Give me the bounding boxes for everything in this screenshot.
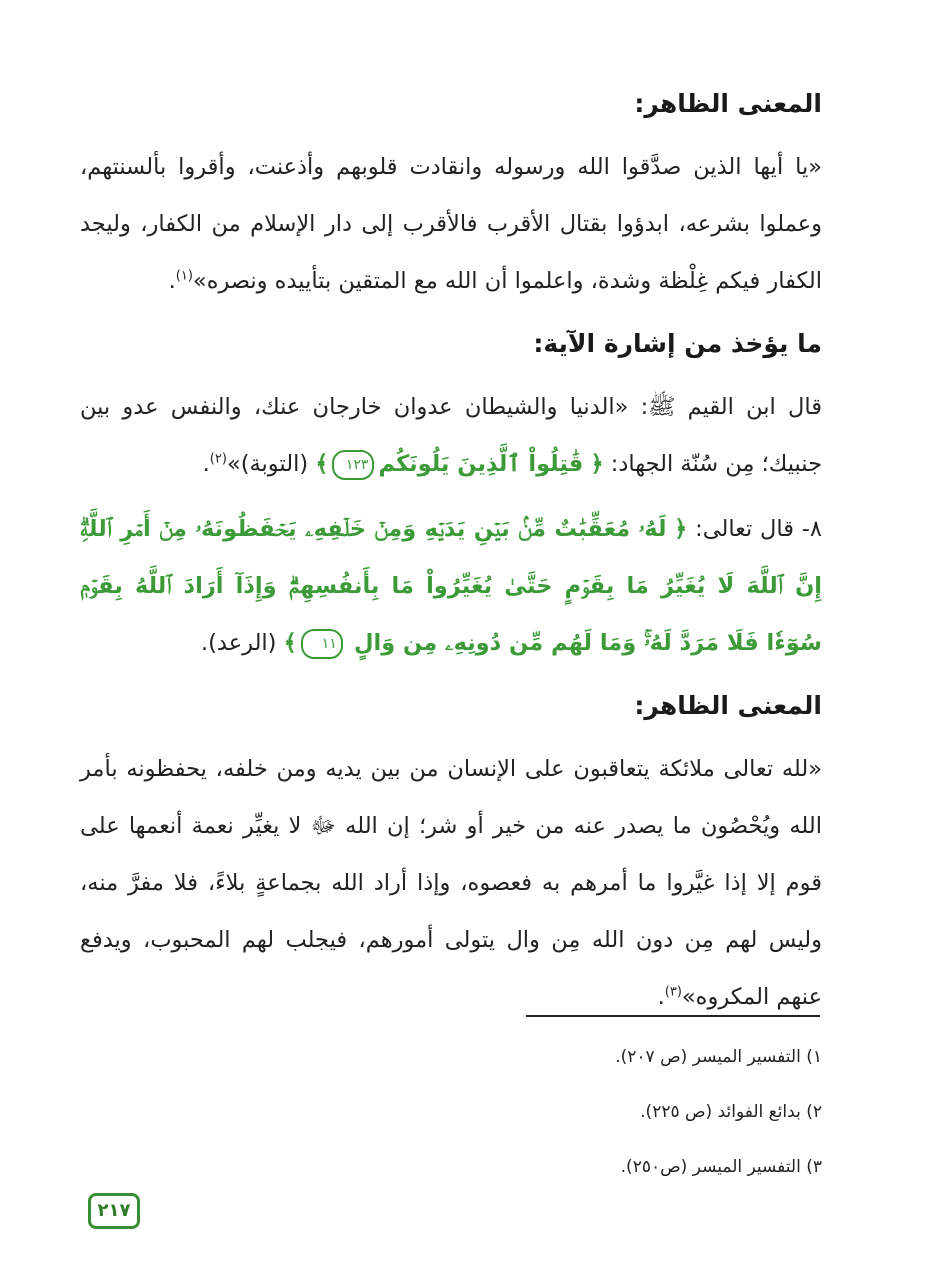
page-number-badge: ٢١٧ [88, 1193, 140, 1229]
paragraph-text: «يا أيها الذين صدَّقوا الله ورسوله وانقادت قلوبهم وأذعنت، وأقروا بألسنتهم، وعملوا بشرعه، ابدؤوا بقتال الأقرب فالأقرب إلى دار الإسلام من الكفار، وليجد الكفار فيكم غِلْظة وشدة، واعلموا أن الله مع المتقين بتأييده ونصره» [80, 154, 822, 294]
footnotes [480, 1030, 822, 1195]
quran-verse-text: قَٰتِلُواْ ٱلَّذِينَ يَلُونَكُم [378, 451, 584, 477]
ornate-bracket-close: ﴾ [283, 630, 297, 656]
ornate-bracket-open: ﴿ [674, 516, 688, 542]
ornate-bracket-open: ﴿ [590, 451, 604, 477]
paragraph-text: قال ابن القيم ﷺ: «الدنيا والشيطان عدوان خارجان عنك، والنفس عدو بين جنبيك؛ مِن سُنّة الجهاد: [80, 394, 822, 477]
section-heading-verse-indication: ما يؤخذ من إشارة الآية: [533, 329, 822, 358]
footnote-3: ٣) التفسير الميسر (ص٢٥٠). [620, 1157, 822, 1177]
paragraph-verse-8 [80, 501, 822, 672]
paragraph-apparent-meaning-2 [80, 741, 822, 1026]
page-body [80, 70, 822, 1034]
paragraph-end: . [202, 451, 210, 477]
paragraph-end: . [168, 268, 176, 294]
ayah-number-marker: ١٢٣ [332, 450, 374, 480]
footnote-ref-3[interactable]: (٣) [664, 984, 682, 1000]
verse-intro: ٨- قال تعالى: [695, 516, 822, 542]
surah-name: (الرعد). [201, 630, 277, 656]
section-heading-apparent-meaning-2: المعنى الظاهر: [634, 691, 822, 720]
ornate-bracket-close: ﴾ [315, 451, 329, 477]
section-heading-apparent-meaning: المعنى الظاهر: [634, 89, 822, 118]
ayah-number-marker: ١١ [301, 629, 343, 659]
footnote-ref-1[interactable]: (١) [175, 268, 193, 284]
paragraph-apparent-meaning-1 [80, 139, 822, 310]
paragraph-end: . [657, 984, 665, 1010]
footnote-1: ١) التفسير الميسر (ص ٢٠٧). [615, 1047, 822, 1067]
paragraph-ibn-qayyim-quote [80, 379, 822, 493]
footnote-divider [526, 1015, 820, 1017]
quran-verse-text: لَهُۥ مُعَقِّبَٰتٌ مِّنۢ بَيۡنِ يَدَيۡهِ وَمِنۡ خَلۡفِهِۦ يَحۡفَظُونَهُۥ مِنۡ أَمۡرِ ٱللَّهِۗ إِنَّ ٱللَّهَ لَا يُغَيِّرُ مَا بِقَوۡمٍ حَتَّىٰ يُغَيِّرُواْ مَا بِأَنفُسِهِمۡۗ وَإِذَآ أَرَادَ ٱللَّهُ بِقَوۡمٖ سُوٓءٗا فَلَا مَرَدَّ لَهُۥۚ وَمَا لَهُم مِّن دُونِهِۦ مِن وَالٍ [80, 516, 822, 656]
surah-name: (التوبة)» [226, 451, 309, 477]
paragraph-text: «لله تعالى ملائكة يتعاقبون على الإنسان من بين يديه ومن خلفه، يحفظونه بأمر الله ويُحْصُون ما يصدر عنه من خير أو شر؛ إن الله ﷻ لا يغيِّر نعمة أنعمها على قوم إلا إذا غيَّروا ما أمرهم به فعصوه، وإذا أراد الله بجماعةٍ بلاءً، فلا مفرَّ منه، وليس لهم مِن دون الله مِن وال يتولى أمورهم، فيجلب لهم المحبوب، ويدفع عنهم المكروه» [80, 756, 822, 1010]
footnote-ref-2[interactable]: (٢) [209, 451, 227, 467]
footnote-2: ٢) بدائع الفوائد (ص ٢٢٥). [640, 1102, 822, 1122]
